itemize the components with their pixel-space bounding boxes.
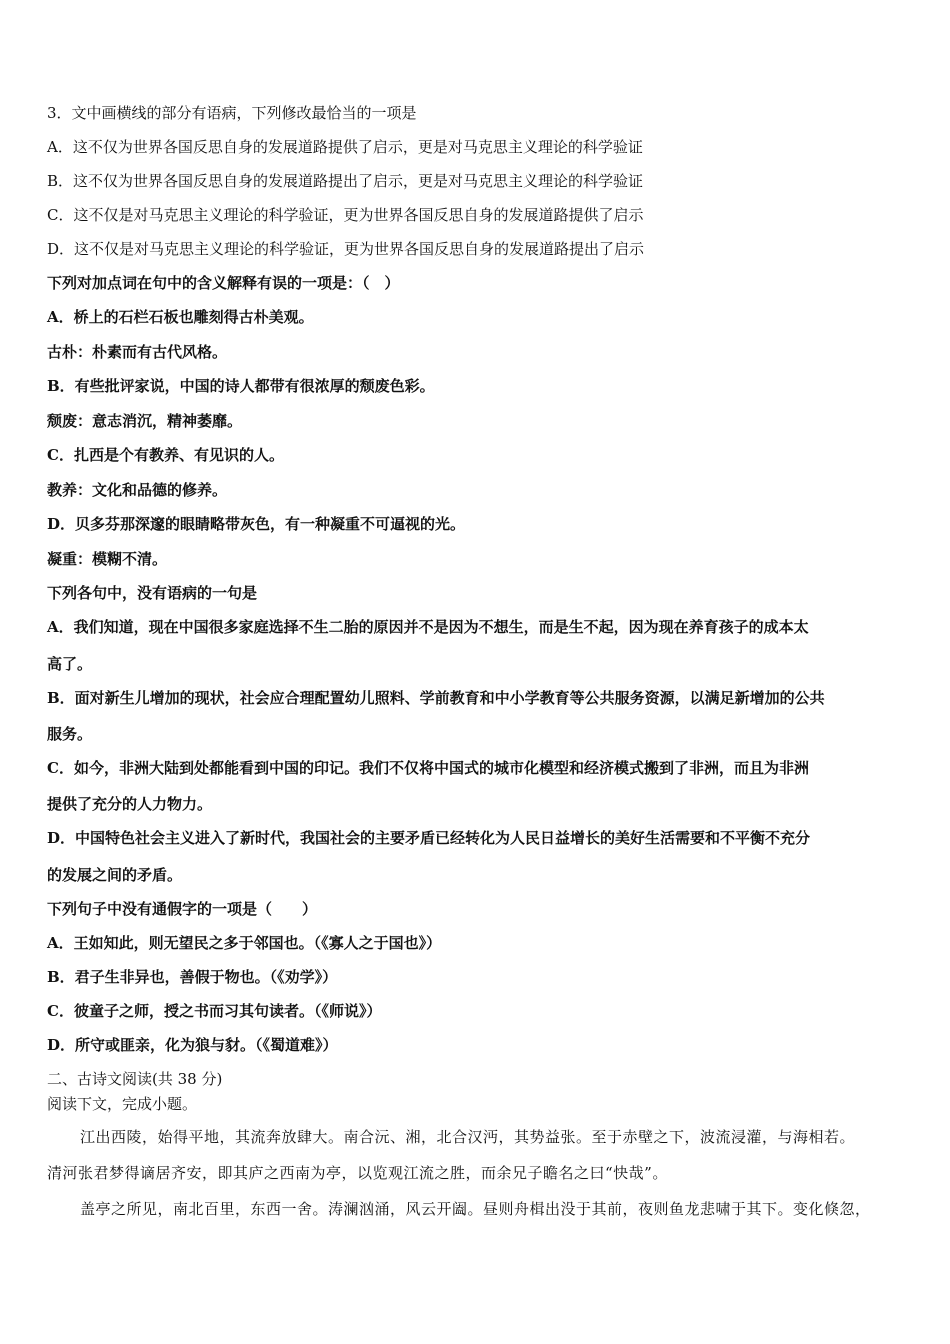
q4-item-b-gloss: 颓废：意志消沉，精神萎靡。 [47,412,243,430]
q3-option-b: B．这不仅为世界各国反思自身的发展道路提出了启示，更是对马克思主义理论的科学验证 [47,172,644,190]
q5-option-b-line2: 服务。 [47,725,93,743]
q3-option-a: A．这不仅为世界各国反思自身的发展道路提供了启示，更是对马克思主义理论的科学验证 [47,138,643,156]
q6-option-c: C．彼童子之师，授之书而习其句读者。（《师说》） [47,1002,382,1020]
q5-option-a-line2: 高了。 [47,655,93,673]
q4-stem: 下列对加点词在句中的含义解释有误的一项是：（ ） [47,274,400,292]
q4-item-b: B．有些批评家说，中国的诗人都带有很浓厚的颓废色彩。 [47,377,435,395]
q3-option-c: C．这不仅是对马克思主义理论的科学验证，更为世界各国反思自身的发展道路提供了启示 [47,206,644,224]
q4-item-d: D．贝多芬那深邃的眼睛略带灰色，有一种凝重不可逼视的光。 [47,515,466,533]
q5-option-c-line1: C．如今，非洲大陆到处都能看到中国的印记。我们不仅将中国式的城市化模型和经济模式搬到了非洲，而且为非洲 [47,759,809,777]
q6-stem: 下列句子中没有通假字的一项是（ ） [47,900,318,918]
q5-option-d-line1: D．中国特色社会主义进入了新时代，我国社会的主要矛盾已经转化为人民日益增长的美好生活需要和不平衡不充分 [47,829,811,847]
q4-item-c-gloss: 教养：文化和品德的修养。 [47,481,228,499]
q6-option-a: A．王如知此，则无望民之多于邻国也。（《寡人之于国也》） [47,934,442,952]
q5-option-d-line2: 的发展之间的矛盾。 [47,866,183,884]
passage-para2-line1: 盖亭之所见，南北百里，东西一舍。涛澜汹涌，风云开阖。昼则舟楫出没于其前，夜则鱼龙悲啸于其下。变化倏忽， [80,1200,871,1218]
q6-option-b: B．君子生非异也，善假于物也。（《劝学》） [47,968,338,986]
q6-option-d: D．所守或匪亲，化为狼与豺。（《蜀道难》） [47,1036,338,1054]
q5-option-b-line1: B．面对新生儿增加的现状，社会应合理配置幼儿照料、学前教育和中小学教育等公共服务资源，以满足新增加的公共 [47,689,825,707]
passage-para1-line1: 江出西陵，始得平地，其流奔放肆大。南合沅、湘，北合汉沔，其势益张。至于赤壁之下，波流浸灌，与海相若。 [80,1128,856,1146]
q3-option-d: D．这不仅是对马克思主义理论的科学验证，更为世界各国反思自身的发展道路提出了启示 [47,240,645,258]
passage-para1-line2: 清河张君梦得谪居齐安，即其庐之西南为亭，以览观江流之胜，而余兄子瞻名之曰“快哉”。 [47,1164,668,1182]
section-heading: 二、古诗文阅读(共 38 分) [47,1070,223,1088]
q5-option-c-line2: 提供了充分的人力物力。 [47,795,213,813]
q4-item-a: A．桥上的石栏石板也雕刻得古朴美观。 [47,308,314,326]
q5-option-a-line1: A．我们知道，现在中国很多家庭选择不生二胎的原因并不是因为不想生，而是生不起，因为现在养育孩子的成本太 [47,618,809,636]
reading-instruction: 阅读下文，完成小题。 [47,1095,198,1113]
q4-item-a-gloss: 古朴：朴素而有古代风格。 [47,343,228,361]
q4-item-d-gloss: 凝重：模糊不清。 [47,550,168,568]
q3-stem: 3．文中画横线的部分有语病，下列修改最恰当的一项是 [47,104,417,122]
q4-item-c: C．扎西是个有教养、有见识的人。 [47,446,284,464]
q5-stem: 下列各句中，没有语病的一句是 [47,584,258,602]
